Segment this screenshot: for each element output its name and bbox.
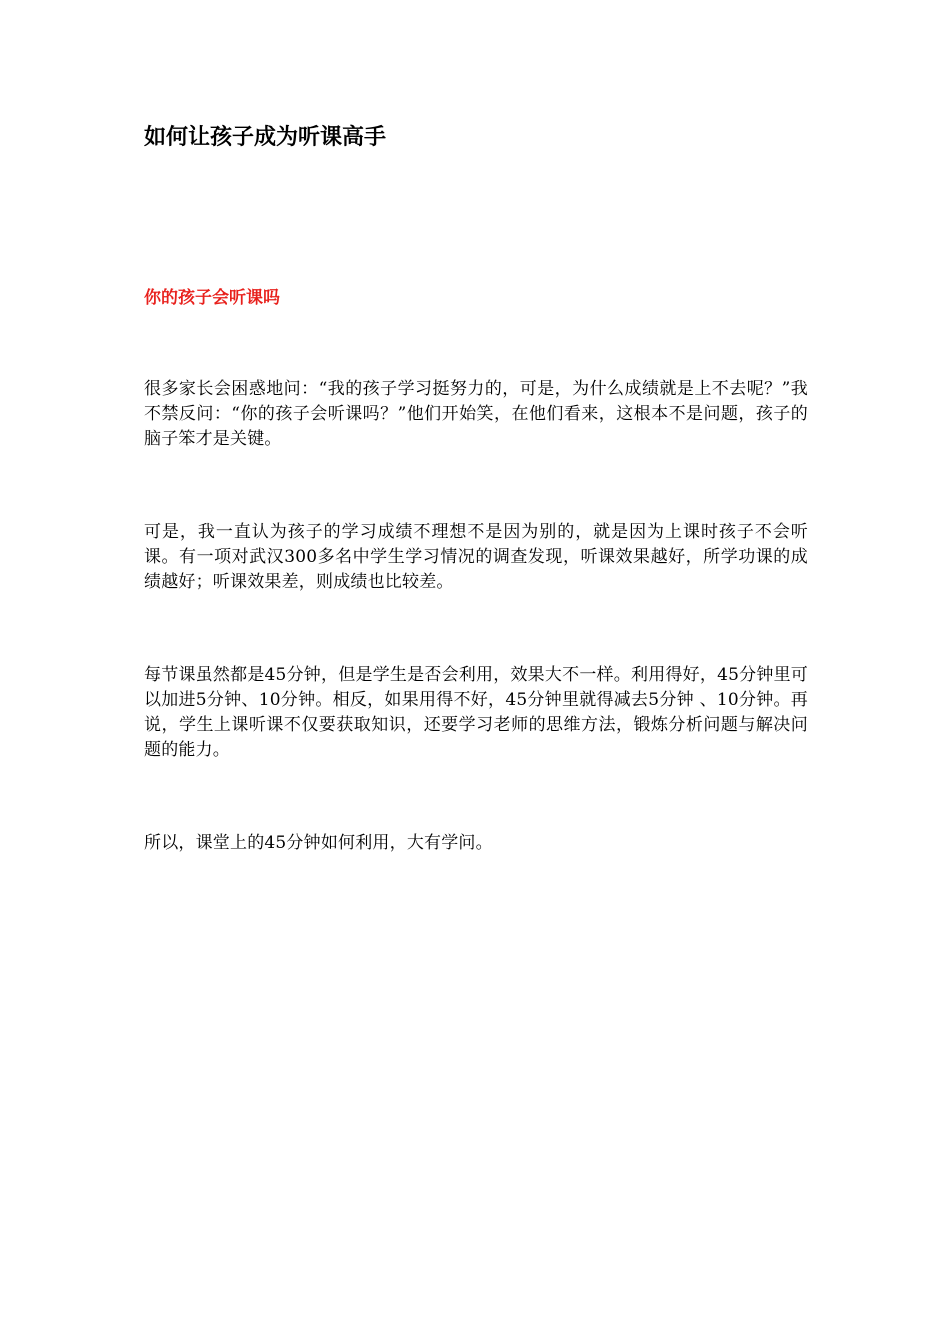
paragraph-2: 可是，我一直认为孩子的学习成绩不理想不是因为别的，就是因为上课时孩子不会听课。有一项对武汉300多名中学生学习情况的调查发现，听课效果越好，所学功课的成绩越好；听课效果差，则成绩也比较差。	[144, 522, 808, 592]
paragraph-1: 很多家长会困惑地问：“我的孩子学习挺努力的，可是，为什么成绩就是上不去呢？”我不禁反问：“你的孩子会听课吗？”他们开始笑，在他们看来，这根本不是问题，孩子的脑子笨才是关键。	[144, 379, 808, 449]
paragraph-4: 所以，课堂上的45分钟如何利用，大有学问。	[144, 833, 493, 853]
section-heading: 你的孩子会听课吗	[144, 288, 280, 308]
paragraph-3: 每节课虽然都是45分钟，但是学生是否会利用，效果大不一样。利用得好，45分钟里可以加进5分钟、10分钟。相反，如果用得不好，45分钟里就得减去5分钟 、10分钟。再说，学生上课听课不仅要获取知识，还要学习老师的思维方法，锻炼分析问题与解决问题的能力。	[144, 665, 808, 760]
document-title: 如何让孩子成为听课高手	[144, 124, 387, 150]
